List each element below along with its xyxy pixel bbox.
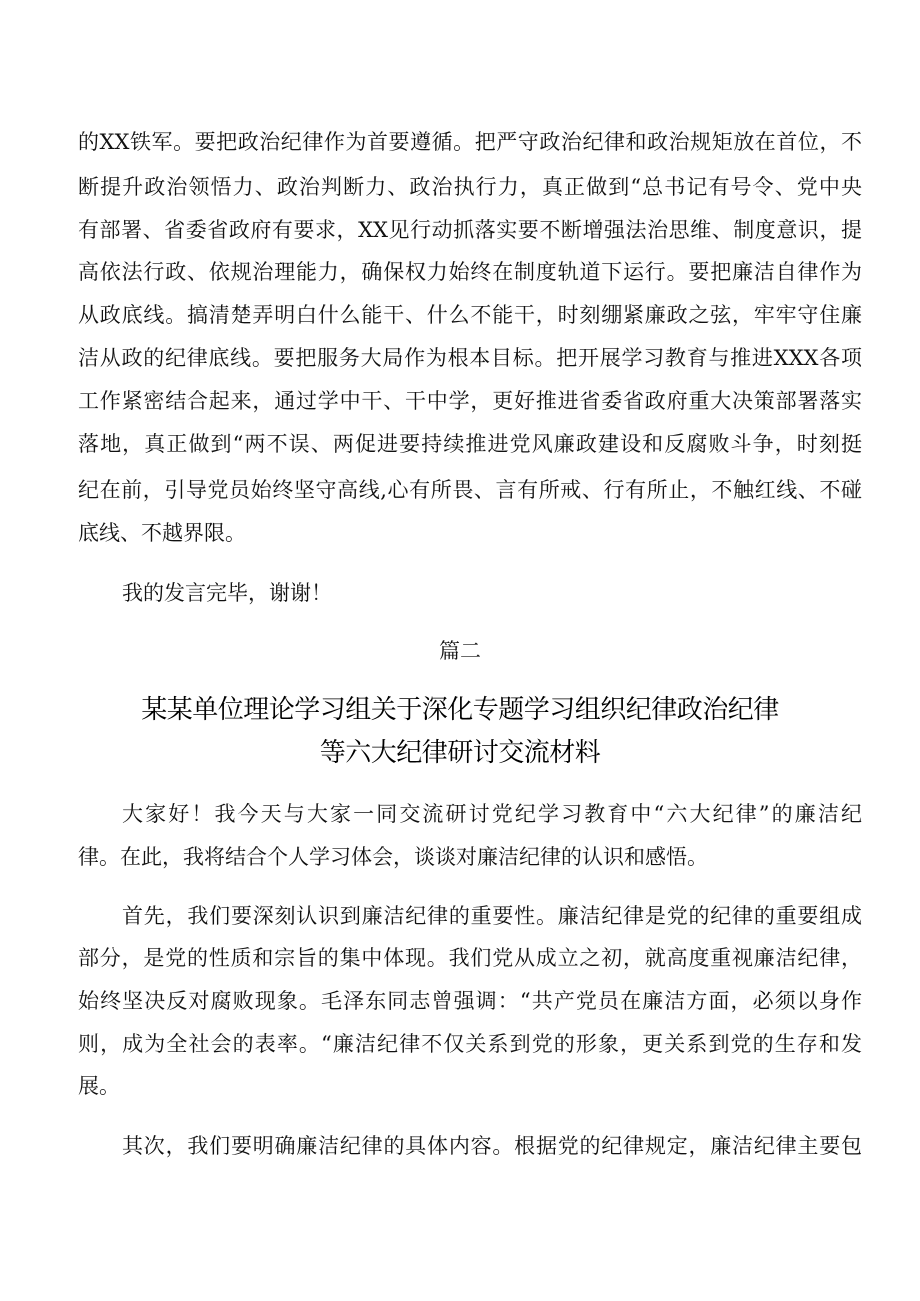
paragraph-line: 展。 bbox=[78, 1074, 120, 1098]
closing-remark: 我的发言完毕，谢谢！ bbox=[122, 581, 332, 605]
paragraph-line: 洁从政的纪律底线。要把服务大局作为根本目标。把开展学习教育与推进XXX各项 bbox=[78, 346, 862, 370]
paragraph-line: 则，成为全社会的表率。“廉洁纪律不仅关系到党的形象，更关系到党的生存和发 bbox=[78, 1032, 862, 1056]
paragraph-line: 的XX铁军。要把政治纪律作为首要遵循。把严守政治纪律和政治规矩放在首位，不 bbox=[78, 130, 862, 154]
paragraph-line: 工作紧密结合起来，通过学中干、干中学，更好推进省委省政府重大决策部署落实 bbox=[78, 389, 862, 413]
paragraph-line: 大家好！我今天与大家一同交流研讨党纪学习教育中“六大纪律”的廉洁纪 bbox=[122, 802, 862, 826]
paragraph-line: 高依法行政、依规治理能力，确保权力始终在制度轨道下运行。要把廉洁自律作为 bbox=[78, 260, 862, 284]
paragraph-line: 始终坚决反对腐败现象。毛泽东同志曾强调：“共产党员在廉洁方面，必须以身作 bbox=[78, 989, 862, 1013]
paragraph-line: 断提升政治领悟力、政治判断力、政治执行力，真正做到“总书记有号令、党中央 bbox=[78, 175, 862, 199]
section-label: 篇二 bbox=[439, 639, 481, 663]
paragraph-line: 纪在前，引导党员始终坚守高线,心有所畏、言有所戒、行有所止，不触红线、不碰 bbox=[78, 478, 862, 502]
paragraph-line: 底线、不越界限。 bbox=[78, 521, 246, 545]
paragraph-line: 首先，我们要深刻认识到廉洁纪律的重要性。廉洁纪律是党的纪律的重要组成 bbox=[122, 904, 862, 928]
document-title-line-1: 某某单位理论学习组关于深化专题学习组织纪律政治纪律 bbox=[141, 695, 779, 725]
document-title-line-2: 等六大纪律研讨交流材料 bbox=[319, 738, 601, 768]
paragraph-line: 有部署、省委省政府有要求，XX见行动抓落实要不断增强法治思维、制度意识，提 bbox=[78, 218, 862, 242]
paragraph-line: 其次，我们要明确廉洁纪律的具体内容。根据党的纪律规定，廉洁纪律主要包 bbox=[122, 1134, 862, 1158]
paragraph-line: 从政底线。搞清楚弄明白什么能干、什么不能干，时刻绷紧廉政之弦，牢牢守住廉 bbox=[78, 303, 862, 327]
paragraph-line: 落地，真正做到“两不误、两促进要持续推进党风廉政建设和反腐败斗争，时刻挺 bbox=[78, 432, 862, 456]
paragraph-line: 部分，是党的性质和宗旨的集中体现。我们党从成立之初，就高度重视廉洁纪律， bbox=[78, 946, 862, 970]
paragraph-line: 律。在此，我将结合个人学习体会，谈谈对廉洁纪律的认识和感悟。 bbox=[78, 845, 708, 869]
